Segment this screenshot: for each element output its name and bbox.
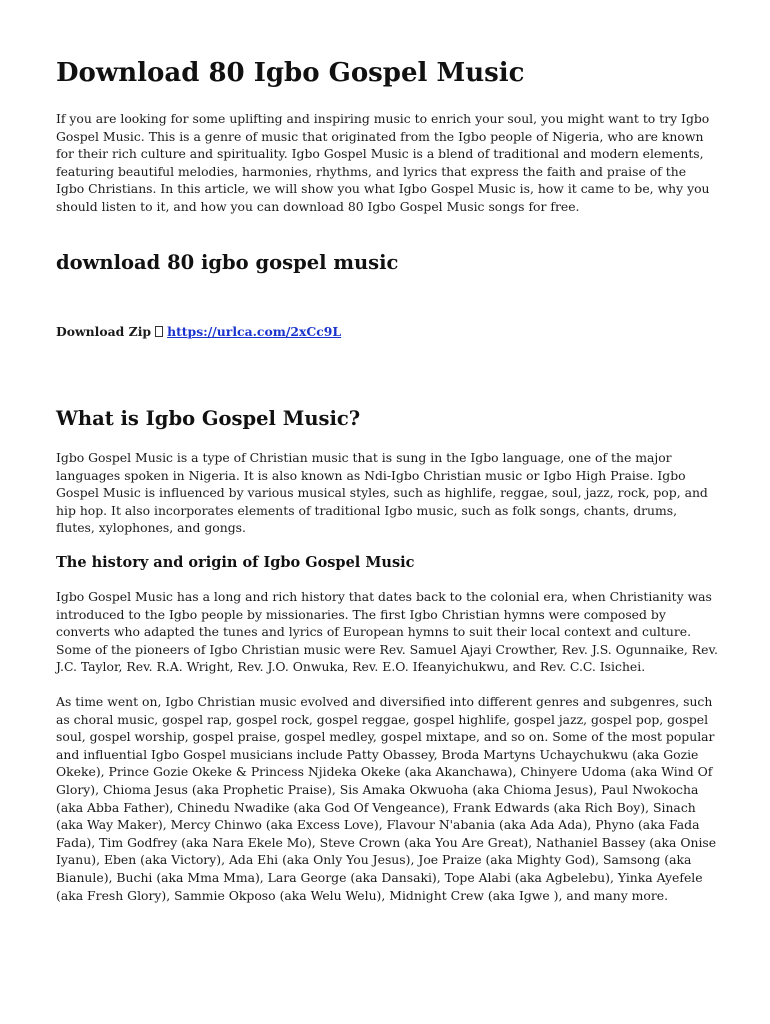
arrow-icon bbox=[155, 326, 163, 337]
download-link[interactable]: https://urlca.com/2xCc9L bbox=[167, 324, 342, 339]
history-paragraph-1: Igbo Gospel Music has a long and rich history that dates back to the colonial era, when Christianity was introduced to the Igbo people by missionaries. The first Igbo Christian hymns were composed by converts who adapted the tunes and lyrics of European hymns to suit their local context and culture. Some of the pioneers of Igbo Christian music were Rev. Samuel Ajayi Crowther, Rev. J.S. Ogunnaike, Rev. J.C. Taylor, Rev. R.A. Wright, Rev. J.O. Onwuka, Rev. E.O. Ifeanyichukwu, and Rev. C.C. Isichei. bbox=[56, 589, 718, 675]
section-heading-what: What is Igbo Gospel Music? bbox=[56, 407, 361, 430]
subtitle-heading: download 80 igbo gospel music bbox=[56, 251, 399, 274]
intro-paragraph: If you are looking for some uplifting and inspiring music to enrich your soul, you might want to try Igbo Gospel Music. This is a genre of music that originated from the Igbo people of Nigeria, who are known for their rich culture and spirituality. Igbo Gospel Music is a blend of traditional and modern elements, featuring beautiful melodies, harmonies, rhythms, and lyrics that express the faith and praise of the Igbo Christians. In this article, we will show you what Igbo Gospel Music is, how it came to be, why you should listen to it, and how you can download 80 Igbo Gospel Music songs for free. bbox=[56, 111, 710, 214]
section-heading-history: The history and origin of Igbo Gospel Music bbox=[56, 554, 415, 571]
page-title: Download 80 Igbo Gospel Music bbox=[56, 58, 525, 88]
what-paragraph: Igbo Gospel Music is a type of Christian music that is sung in the Igbo language, one of the major languages spoken in Nigeria. It is also known as Ndi-Igbo Christian music or Igbo High Praise. Igbo Gospel Music is influenced by various musical styles, such as highlife, reggae, soul, jazz, rock, pop, and hip hop. It also incorporates elements of traditional Igbo music, such as folk songs, chants, drums, flutes, xylophones, and gongs. bbox=[56, 450, 708, 536]
download-line bbox=[56, 323, 341, 340]
download-label: Download Zip bbox=[56, 324, 152, 339]
history-paragraph-2: As time went on, Igbo Christian music evolved and diversified into different genres and subgenres, such as choral music, gospel rap, gospel rock, gospel reggae, gospel highlife, gospel jazz, gospel pop, gospel soul, gospel worship, gospel praise, gospel medley, gospel mixtape, and so on. Some of the most popular and influential Igbo Gospel musicians include Patty Obassey, Broda Martyns Uchaychukwu (aka Gozie Okeke), Prince Gozie Okeke & Princess Njideka Okeke (aka Akanchawa), Chinyere Udoma (aka Wind Of Glory), Chioma Jesus (aka Prophetic Praise), Sis Amaka Okwuoha (aka Chioma Jesus), Paul Nwokocha (aka Abba Father), Chinedu Nwadike (aka God Of Vengeance), Frank Edwards (aka Rich Boy), Sinach (aka Way Maker), Mercy Chinwo (aka Excess Love), Flavour N'abania (aka Ada Ada), Phyno (aka Fada Fada), Tim Godfrey (aka Nara Ekele Mo), Steve Crown (aka You Are Great), Nathaniel Bassey (aka Onise Iyanu), Eben (aka Victory), Ada Ehi (aka Only You Jesus), Joe Praize (aka Mighty God), Samsong (aka Bianule), Buchi (aka Mma Mma), Lara George (aka Dansaki), Tope Alabi (aka Agbelebu), Yinka Ayefele (aka Fresh Glory), Sammie Okposo (aka Welu Welu), Midnight Crew (aka Igwe ), and many more. bbox=[56, 694, 717, 903]
